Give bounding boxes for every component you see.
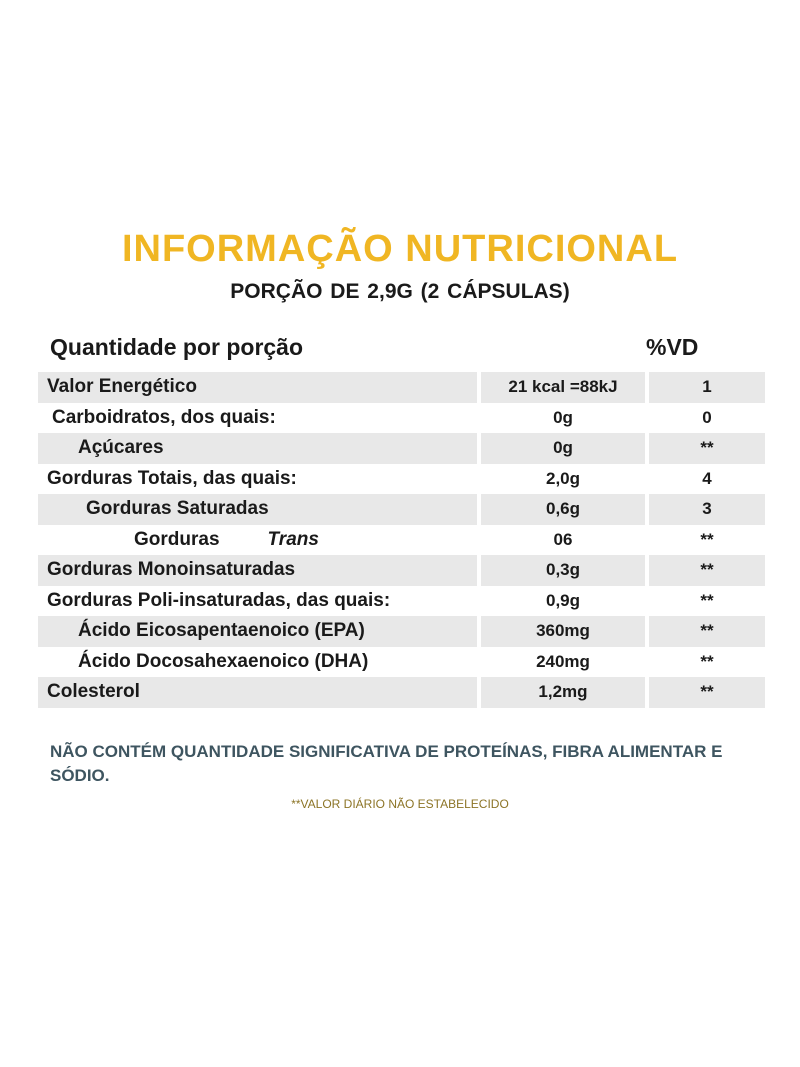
nutrient-vd: 0 xyxy=(702,407,712,427)
page-title: INFORMAÇÃO NUTRICIONAL xyxy=(121,228,679,270)
table-row xyxy=(38,677,765,708)
row-name-cell xyxy=(38,616,477,647)
table-row xyxy=(38,494,765,525)
row-name-cell xyxy=(38,433,477,464)
row-name-cell xyxy=(38,372,477,403)
nutrient-amount: 1,2mg xyxy=(481,677,645,708)
nutrient-vd: 4 xyxy=(702,468,712,488)
nutrient-amount: 0,9g xyxy=(545,590,581,610)
table-row xyxy=(38,403,765,434)
nutrient-amount: 360mg xyxy=(481,616,645,647)
nutrient-name: Gorduras Saturadas xyxy=(86,498,269,520)
nutrient-name-italic: Trans xyxy=(267,528,319,550)
nutrient-name: Gorduras Poli-insaturadas, das quais: xyxy=(47,589,391,611)
nutrient-amount: 2,0g xyxy=(545,468,581,488)
nutrient-name: Carboidratos, dos quais: xyxy=(52,406,276,428)
nutrient-vd: ** xyxy=(649,616,765,647)
nutrient-name: Colesterol xyxy=(47,681,140,703)
row-name-cell xyxy=(38,586,477,617)
serving-size: PORÇÃO DE 2,9G (2 CÁPSULAS) xyxy=(230,280,570,303)
table-row xyxy=(38,525,765,556)
nutrient-vd: ** xyxy=(700,651,714,671)
nutrient-vd: ** xyxy=(649,555,765,586)
table-row xyxy=(38,647,765,678)
row-name-cell xyxy=(38,525,477,556)
nutrient-amount: 0,3g xyxy=(481,555,645,586)
nutrient-amount: 21 kcal =88kJ xyxy=(481,372,645,403)
row-name-cell xyxy=(38,555,477,586)
column-header-quantity: Quantidade por porção xyxy=(50,334,304,360)
nutrient-name: Gorduras Totais, das quais: xyxy=(47,467,297,489)
table-row xyxy=(38,586,765,617)
nutrient-name xyxy=(38,529,319,551)
nutrient-vd: ** xyxy=(649,433,765,464)
nutrient-vd: 1 xyxy=(649,372,765,403)
nutrient-name: Açúcares xyxy=(78,437,164,459)
table-row xyxy=(38,555,765,586)
daily-value-footnote: **VALOR DIÁRIO NÃO ESTABELECIDO xyxy=(291,797,509,811)
nutrient-vd: ** xyxy=(700,529,714,549)
nutrient-name: Gorduras Monoinsaturadas xyxy=(47,559,296,581)
nutrient-name: Valor Energético xyxy=(47,376,197,398)
nutrient-amount: 240mg xyxy=(536,651,590,671)
column-header-vd: %VD xyxy=(646,334,699,360)
nutrient-name: Ácido Docosahexaenoico (DHA) xyxy=(78,650,369,672)
nutrient-amount: 06 xyxy=(553,529,573,549)
nutrient-name: Ácido Eicosapentaenoico (EPA) xyxy=(78,620,365,642)
nutrient-amount: 0g xyxy=(553,407,573,427)
row-name-cell xyxy=(38,403,477,434)
nutrient-amount: 0g xyxy=(481,433,645,464)
not-contains-note: NÃO CONTÉM QUANTIDADE SIGNIFICATIVA DE PROTEÍNAS, FIBRA ALIMENTAR E SÓDIO. xyxy=(50,742,723,785)
row-name-cell xyxy=(38,494,477,525)
nutrient-amount: 0,6g xyxy=(481,494,645,525)
table-row xyxy=(38,616,765,647)
table-row xyxy=(38,464,765,495)
nutrient-name-prefix: Gorduras xyxy=(134,528,220,550)
nutrition-table xyxy=(38,372,765,708)
table-header xyxy=(50,332,760,366)
row-name-cell xyxy=(38,647,477,678)
table-row xyxy=(38,433,765,464)
nutrient-vd: ** xyxy=(649,677,765,708)
row-name-cell xyxy=(38,464,477,495)
table-row xyxy=(38,372,765,403)
row-name-cell xyxy=(38,677,477,708)
nutrient-vd: 3 xyxy=(649,494,765,525)
nutrient-vd: ** xyxy=(700,590,714,610)
